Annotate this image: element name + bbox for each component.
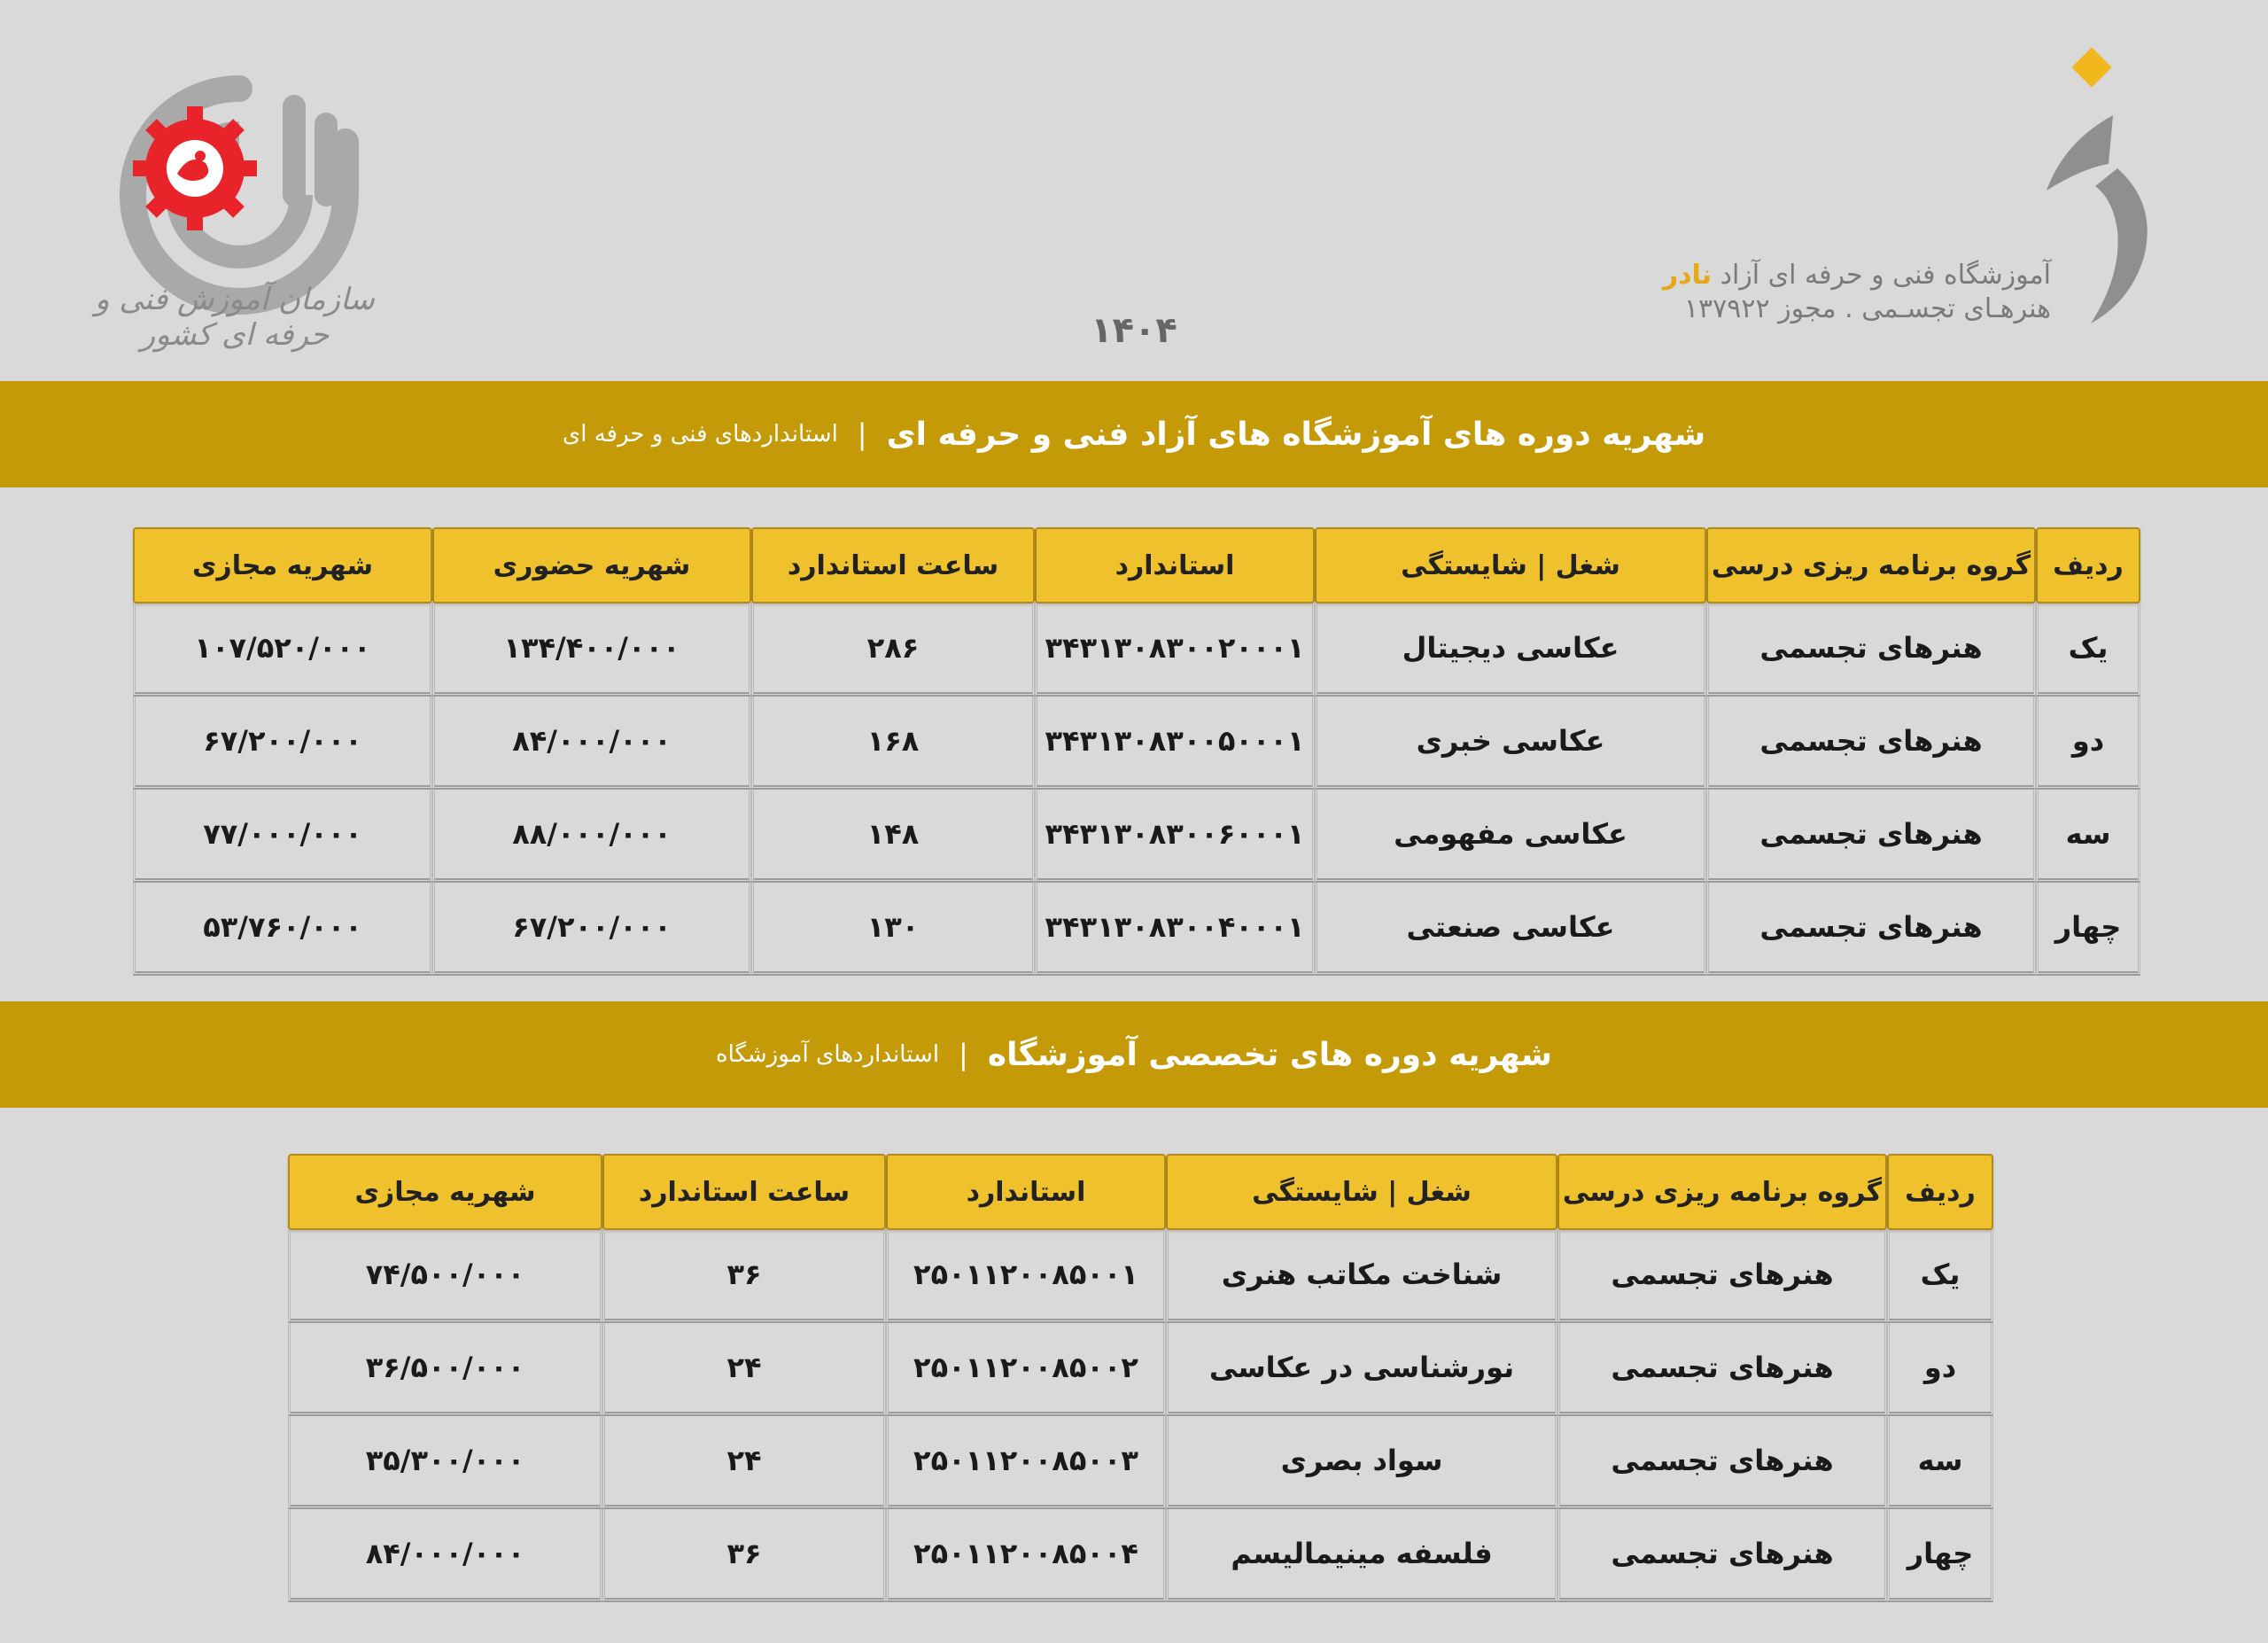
table-row <box>133 603 2140 697</box>
col-header-job: شغل | شایستگی <box>1315 527 1706 603</box>
cell-hours: ۲۴ <box>602 1416 886 1509</box>
cell-standard: ۳۴۳۱۳۰۸۳۰۰۴۰۰۰۱ <box>1035 883 1315 976</box>
cell-row-number: یک <box>2036 603 2140 697</box>
cell-online-fee: ۳۶/۵۰۰/۰۰۰ <box>288 1323 602 1416</box>
cell-online-fee: ۵۳/۷۶۰/۰۰۰ <box>133 883 432 976</box>
cell-group: هنرهای تجسمی <box>1557 1509 1887 1602</box>
cell-group: هنرهای تجسمی <box>1706 603 2036 697</box>
year-label: ۱۴۰۴ <box>1091 310 1177 351</box>
cell-row-number: چهار <box>1887 1509 1993 1602</box>
institute-info <box>1663 259 2051 326</box>
section1-subtitle: استانداردهای فنی و حرفه ای <box>562 421 838 448</box>
cell-standard: ۳۴۳۱۳۰۸۳۰۰۶۰۰۰۱ <box>1035 790 1315 883</box>
section2-separator: | <box>959 1038 968 1071</box>
cell-row-number: سه <box>2036 790 2140 883</box>
cell-online-fee: ۷۷/۰۰۰/۰۰۰ <box>133 790 432 883</box>
cell-job: عکاسی دیجیتال <box>1315 603 1706 697</box>
table-row <box>288 1323 1993 1416</box>
institute-line1: آموزشگاه فنی و حرفه ای آزاد نادر <box>1662 260 2051 291</box>
section2-table <box>288 1154 1993 1602</box>
cell-hours: ۳۶ <box>602 1509 886 1602</box>
cell-hours: ۱۴۸ <box>751 790 1035 883</box>
cell-group: هنرهای تجسمی <box>1706 790 2036 883</box>
cell-standard: ۲۵۰۱۱۲۰۰۸۵۰۰۱ <box>886 1230 1166 1323</box>
cell-job: نورشناسی در عکاسی <box>1166 1323 1557 1416</box>
cell-hours: ۳۶ <box>602 1230 886 1323</box>
cell-standard: ۳۴۳۱۳۰۸۳۰۰۵۰۰۰۱ <box>1035 697 1315 790</box>
col-header-inperson-fee: شهریه حضوری <box>432 527 751 603</box>
cell-online-fee: ۷۴/۵۰۰/۰۰۰ <box>288 1230 602 1323</box>
col-header-online-fee: شهریه مجازی <box>133 527 432 603</box>
col-header-hours: ساعت استاندارد <box>751 527 1035 603</box>
cell-inperson-fee: ۱۳۴/۴۰۰/۰۰۰ <box>432 603 751 697</box>
cell-inperson-fee: ۸۸/۰۰۰/۰۰۰ <box>432 790 751 883</box>
cell-hours: ۱۶۸ <box>751 697 1035 790</box>
col-header-group: گروه برنامه ریزی درسی <box>1706 527 2036 603</box>
col-header-row-number: ردیف <box>2036 527 2140 603</box>
cell-group: هنرهای تجسمی <box>1706 697 2036 790</box>
table-header-row <box>133 527 2140 603</box>
cell-job: عکاسی مفهومی <box>1315 790 1706 883</box>
institute-line2: هنرهـای تجسـمی . مجوز ۱۳۷۹۲۲ <box>1683 293 2051 324</box>
cell-hours: ۲۴ <box>602 1323 886 1416</box>
col-header-standard: استاندارد <box>886 1154 1166 1230</box>
section1-table <box>133 527 2140 976</box>
table-row <box>133 883 2140 976</box>
col-header-online-fee: شهریه مجازی <box>288 1154 602 1230</box>
cell-hours: ۱۳۰ <box>751 883 1035 976</box>
cell-inperson-fee: ۶۷/۲۰۰/۰۰۰ <box>432 883 751 976</box>
table-row <box>288 1416 1993 1509</box>
cell-group: هنرهای تجسمی <box>1706 883 2036 976</box>
cell-job: عکاسی صنعتی <box>1315 883 1706 976</box>
table-row <box>133 790 2140 883</box>
cell-job: شناخت مکاتب هنری <box>1166 1230 1557 1323</box>
table-row <box>288 1230 1993 1323</box>
section2-banner <box>0 1001 2268 1108</box>
cell-online-fee: ۳۵/۳۰۰/۰۰۰ <box>288 1416 602 1509</box>
cell-job: سواد بصری <box>1166 1416 1557 1509</box>
cell-hours: ۲۸۶ <box>751 603 1035 697</box>
cell-inperson-fee: ۸۴/۰۰۰/۰۰۰ <box>432 697 751 790</box>
cell-online-fee: ۶۷/۲۰۰/۰۰۰ <box>133 697 432 790</box>
cell-job: فلسفه مینیمالیسم <box>1166 1509 1557 1602</box>
cell-row-number: یک <box>1887 1230 1993 1323</box>
cell-row-number: دو <box>1887 1323 1993 1416</box>
cell-online-fee: ۸۴/۰۰۰/۰۰۰ <box>288 1509 602 1602</box>
col-header-row-number: ردیف <box>1887 1154 1993 1230</box>
section2-title: شهریه دوره های تخصصی آموزشگاه <box>987 1036 1553 1073</box>
org-name: سازمان آموزش فنی و حرفه ای کشور <box>95 282 375 353</box>
cell-group: هنرهای تجسمی <box>1557 1230 1887 1323</box>
cell-row-number: چهار <box>2036 883 2140 976</box>
section1-title: شهریه دوره های آموزشگاه های آزاد فنی و حرفه ای <box>886 416 1706 453</box>
cell-standard: ۲۵۰۱۱۲۰۰۸۵۰۰۲ <box>886 1323 1166 1416</box>
cell-row-number: سه <box>1887 1416 1993 1509</box>
cell-standard: ۲۵۰۱۱۲۰۰۸۵۰۰۴ <box>886 1509 1166 1602</box>
cell-standard: ۳۴۳۱۳۰۸۳۰۰۲۰۰۰۱ <box>1035 603 1315 697</box>
table-row <box>288 1509 1993 1602</box>
cell-online-fee: ۱۰۷/۵۲۰/۰۰۰ <box>133 603 432 697</box>
col-header-standard: استاندارد <box>1035 527 1315 603</box>
section2-subtitle: استانداردهای آموزشگاه <box>715 1041 940 1068</box>
institute-name: نادر <box>1662 260 1713 291</box>
col-header-group: گروه برنامه ریزی درسی <box>1557 1154 1887 1230</box>
cell-row-number: دو <box>2036 697 2140 790</box>
section1-separator: | <box>857 417 867 451</box>
cell-job: عکاسی خبری <box>1315 697 1706 790</box>
cell-group: هنرهای تجسمی <box>1557 1323 1887 1416</box>
section1-banner <box>0 381 2268 487</box>
col-header-job: شغل | شایستگی <box>1166 1154 1557 1230</box>
cell-standard: ۲۵۰۱۱۲۰۰۸۵۰۰۳ <box>886 1416 1166 1509</box>
table-header-row <box>288 1154 1993 1230</box>
col-header-hours: ساعت استاندارد <box>602 1154 886 1230</box>
cell-group: هنرهای تجسمی <box>1557 1416 1887 1509</box>
table-row <box>133 697 2140 790</box>
